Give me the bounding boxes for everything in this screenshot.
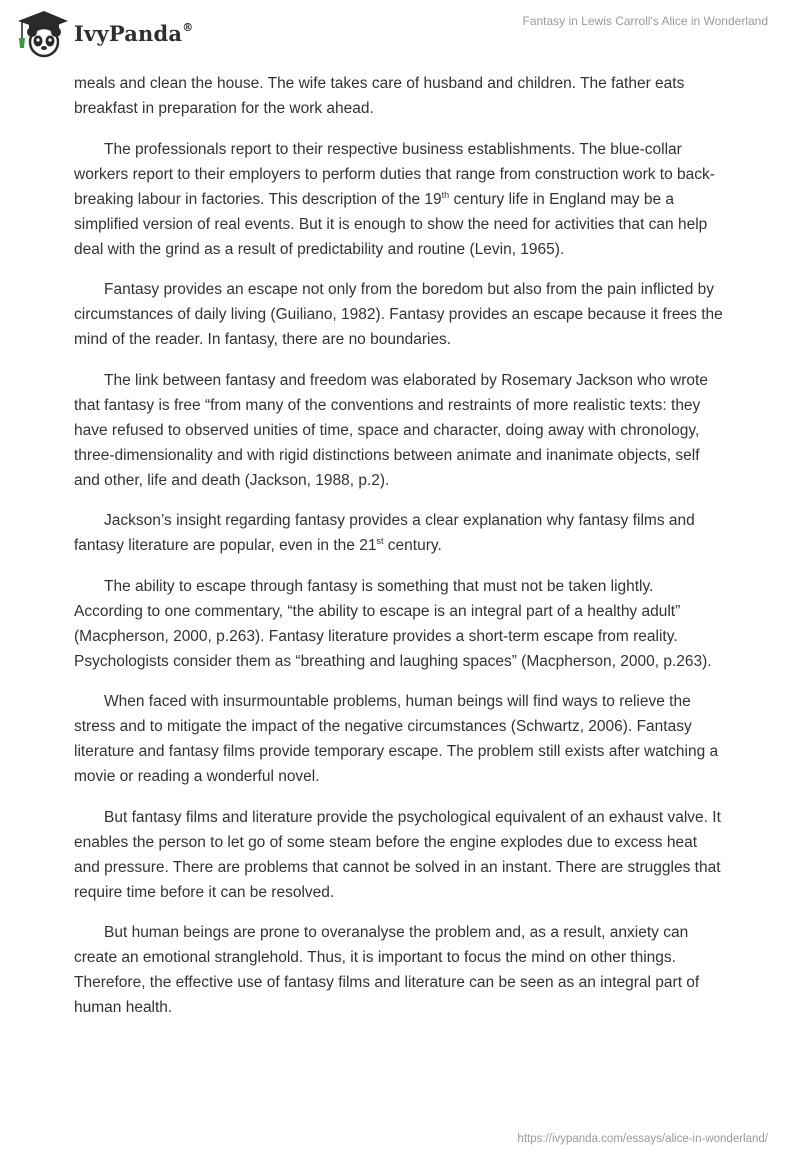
registered-mark: ®	[182, 20, 194, 34]
panda-graduate-icon	[14, 8, 70, 58]
paragraph: Fantasy provides an escape not only from the boredom but also from the pain inflicted by circumstances of daily living (Guiliano, 1982). Fantasy provides an escape because it frees the mind of the reader. In fantasy, there are no boundaries.	[74, 281, 723, 348]
source-url-link[interactable]: https://ivypanda.com/essays/alice-in-wonderland/	[517, 1133, 768, 1145]
essay-body	[74, 71, 724, 1036]
paragraph: But human beings are prone to overanalyse the problem and, as a result, anxiety can create an emotional stranglehold. Thus, it is important to focus the mind on other things. Therefore, the effective use of fantasy films and literature can be seen as an integral part of human health.	[74, 924, 700, 1016]
ivypanda-logo[interactable]	[14, 8, 193, 58]
document-title: Fantasy in Lewis Carroll's Alice in Wonderland	[522, 14, 768, 28]
brand-name: IvyPanda®	[74, 20, 194, 46]
paragraph: But fantasy films and literature provide the psychological equivalent of an exhaust valve. It enables the person to let go of some steam before the engine explodes due to excess heat and pressure. There are problems that cannot be solved in an instant. There are struggles that require time before it can be resolved.	[74, 808, 721, 901]
paragraph: Jackson’s insight regarding fantasy provides a clear explanation why fantasy films and fantasy literature are popular, even in the 21st century.	[74, 512, 695, 554]
page-header	[0, 0, 800, 70]
paragraph: The ability to escape through fantasy is something that must not be taken lightly. According to one commentary, “the ability to escape is an integral part of a healthy adult” (Macpherson, 2000, p.263). Fantasy literature provides a short-term escape from reality. Psychologists consider them as “breathing and laughing spaces” (Macpherson, 2000, p.263).	[74, 577, 712, 670]
paragraph: When faced with insurmountable problems, human beings will find ways to relieve the stress and to mitigate the impact of the negative circumstances (Schwartz, 2006). Fantasy literature and fantasy films provide temporary escape. The problem still exists after watching a movie or reading a wonderful novel.	[74, 693, 719, 785]
paragraph: The link between fantasy and freedom was elaborated by Rosemary Jackson who wrote that fantasy is free “from many of the conventions and restraints of more realistic texts: they have refused to observed unities of time, space and character, doing away with chronology, three-dimensionality and with rigid distinctions between animate and inanimate objects, self and other, life and death (Jackson, 1988, p.2).	[74, 371, 708, 489]
paragraph: meals and clean the house. The wife takes care of husband and children. The father eats breakfast in preparation for the work ahead.	[74, 75, 685, 117]
paragraph: The professionals report to their respective business establishments. The blue-collar workers report to their employers to perform duties that range from construction work to back-breaking labour in factories. This description of the 19th century life in England may be a simplified version of real events. But it is enough to show the need for activities that can help deal with the grind as a result of predictability and routine (Levin, 1965).	[74, 140, 715, 258]
